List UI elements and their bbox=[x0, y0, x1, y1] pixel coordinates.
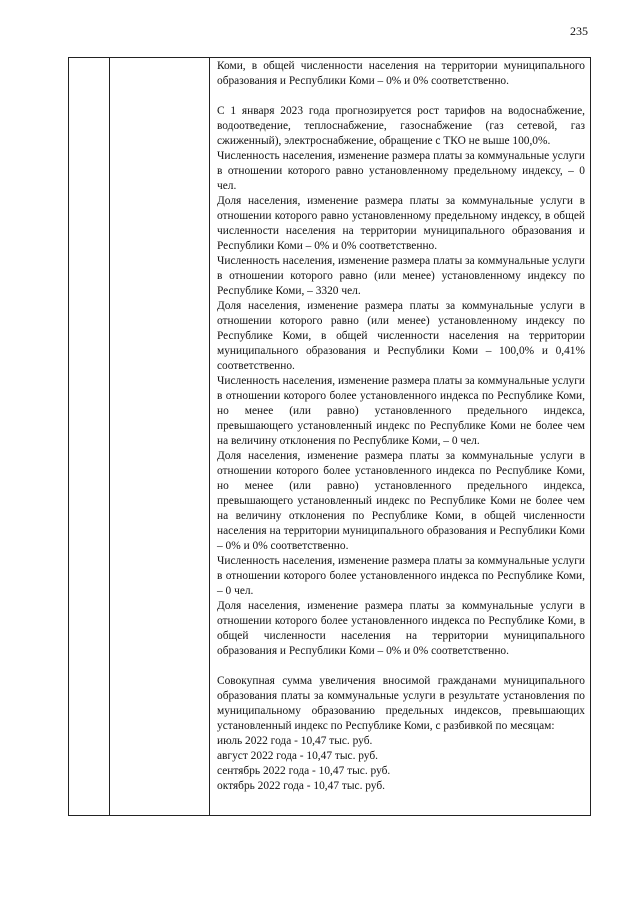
page-number: 235 bbox=[570, 24, 588, 38]
list-item: август 2022 года - 10,47 тыс. руб. bbox=[217, 750, 378, 762]
paragraph: Доля населения, изменение размера платы за коммунальные услуги в отношении которого равно установленному предельному индексу, в общей численности населения на территории муниципального образования и Республики Коми – 0% и 0% соответственно. bbox=[217, 195, 585, 252]
list-item: июль 2022 года - 10,47 тыс. руб. bbox=[217, 735, 373, 747]
paragraph: Коми, в общей численности населения на территории муниципального образования и Республики Коми – 0% и 0% соответственно. bbox=[217, 60, 585, 87]
table-column-name bbox=[110, 58, 210, 815]
paragraph: Численность населения, изменение размера платы за коммунальные услуги в отношении которого более установленного индекса по Республике Коми, – 0 чел. bbox=[217, 555, 585, 597]
paragraph: Численность населения, изменение размера платы за коммунальные услуги в отношении которого равно установленному предельному индексу, – 0 чел. bbox=[217, 150, 585, 192]
paragraph: Доля населения, изменение размера платы за коммунальные услуги в отношении которого более установленного индекса по Республике Коми, в общей численности населения на территории муниципального образования и Республики Коми – 0% и 0% соответственно. bbox=[217, 600, 585, 657]
paragraph: Численность населения, изменение размера платы за коммунальные услуги в отношении которого более установленного индекса по Республике Коми, но менее (или равно) установленного предельного индекса, превышающего установленный индекс по Республике Коми не более чем на величину отклонения по Республике Коми, – 0 чел. bbox=[217, 375, 585, 447]
paragraph: Доля населения, изменение размера платы за коммунальные услуги в отношении которого более установленного индекса по Республике Коми, но менее (или равно) установленного предельного индекса, превышающего установленный индекс по Республике Коми не более чем на величину отклонения по Республике Коми, в общей численности населения на территории муниципального образования и Республики Коми – 0% и 0% соответственно. bbox=[217, 450, 585, 552]
paragraph: Совокупная сумма увеличения вносимой гражданами муниципального образования платы за коммунальные услуги в результате установления по муниципальному образованию предельных индексов, превышающих установленный индекс по Республике Коми, с разбивкой по месяцам: bbox=[217, 675, 585, 732]
content-table bbox=[68, 57, 591, 816]
paragraph: С 1 января 2023 года прогнозируется рост тарифов на водоснабжение, водоотведение, теплоснабжение, газоснабжение (газ сетевой, газ сжиженный), электроснабжение, обращение с ТКО не выше 100,0%. bbox=[217, 105, 585, 147]
table-column-number bbox=[69, 58, 110, 815]
list-item: октябрь 2022 года - 10,47 тыс. руб. bbox=[217, 780, 385, 792]
monthly-breakdown-list bbox=[217, 734, 585, 794]
list-item: сентябрь 2022 года - 10,47 тыс. руб. bbox=[217, 765, 391, 777]
paragraph: Доля населения, изменение размера платы за коммунальные услуги в отношении которого равно (или менее) установленному индексу по Республике Коми, в общей численности населения на территории муниципального образования и Республики Коми – 100,0% и 0,41% соответственно. bbox=[217, 300, 585, 372]
table-column-text bbox=[210, 58, 590, 815]
paragraph: Численность населения, изменение размера платы за коммунальные услуги в отношении которого равно (или менее) установленному индексу по Республике Коми, – 3320 чел. bbox=[217, 255, 585, 297]
